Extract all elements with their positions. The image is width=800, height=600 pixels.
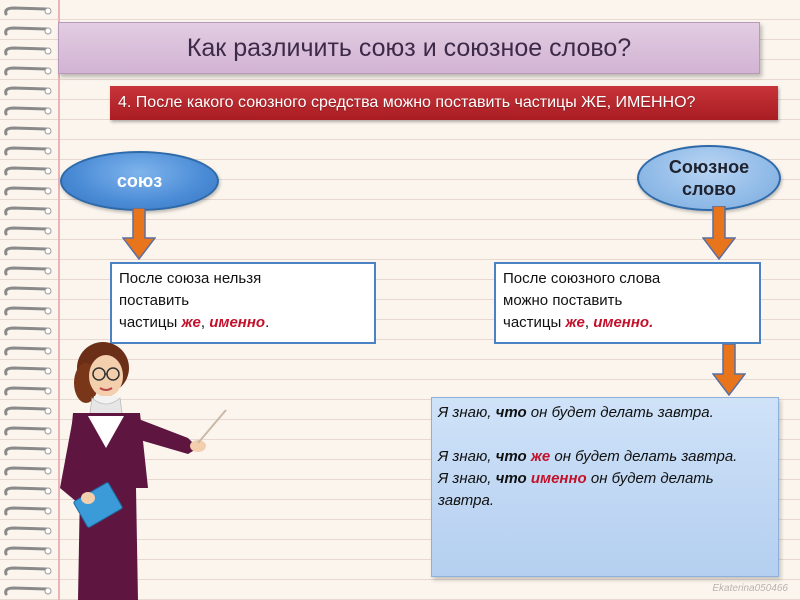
conjunctive-word-rule-box (494, 262, 761, 344)
word-chto: что (495, 448, 527, 465)
word-chto: что (495, 404, 527, 421)
particle-imenno: именно. (593, 314, 654, 331)
arrow-down-icon (702, 206, 736, 260)
rule-line: можно поставить (503, 292, 623, 309)
arrow-down-icon (122, 208, 156, 260)
particle-zhe: же (565, 314, 585, 331)
particle-zhe: же (530, 448, 551, 465)
conjunctive-word-oval (637, 145, 781, 211)
watermark: Ekaterina050466 (712, 583, 788, 594)
particle-imenno: именно (530, 470, 587, 487)
rule-line (503, 312, 752, 334)
rule-line: После союза нельзя (119, 270, 262, 287)
rule-line (119, 312, 367, 334)
rule-text: , (584, 314, 594, 331)
rule-text: частицы (119, 314, 182, 331)
conjunctive-word-label-line2: слово (681, 179, 736, 199)
rule-text: . (265, 314, 270, 331)
example-sentence: Я знаю, что же он будет делать завтра. (438, 448, 738, 465)
example-sentence: Я знаю, что именно он будет делать завтра. (438, 470, 714, 509)
arrow-down-icon (712, 344, 746, 396)
rule-line: поставить (119, 292, 190, 309)
question-text: 4. После какого союзного средства можно поставить частицы ЖЕ, ИМЕННО? (118, 94, 696, 111)
particle-imenno: именно (209, 314, 266, 331)
title-banner (58, 22, 760, 74)
conjunction-oval (60, 151, 219, 211)
conjunctive-word-label-line1: Союзное (668, 157, 750, 177)
rule-text: , (200, 314, 210, 331)
conjunction-rule-box (110, 262, 376, 344)
example-sentence: Я знаю, что он будет делать завтра. (438, 404, 714, 421)
rule-text: частицы (503, 314, 566, 331)
teacher-illustration (48, 338, 238, 600)
rule-line: После союзного слова (503, 270, 661, 287)
page-title: Как различить союз и союзное слово? (186, 33, 632, 62)
particle-zhe: же (181, 314, 201, 331)
conjunction-label: союз (116, 170, 163, 191)
examples-box (431, 397, 779, 577)
question-banner (110, 86, 778, 120)
word-chto: что (495, 470, 527, 487)
